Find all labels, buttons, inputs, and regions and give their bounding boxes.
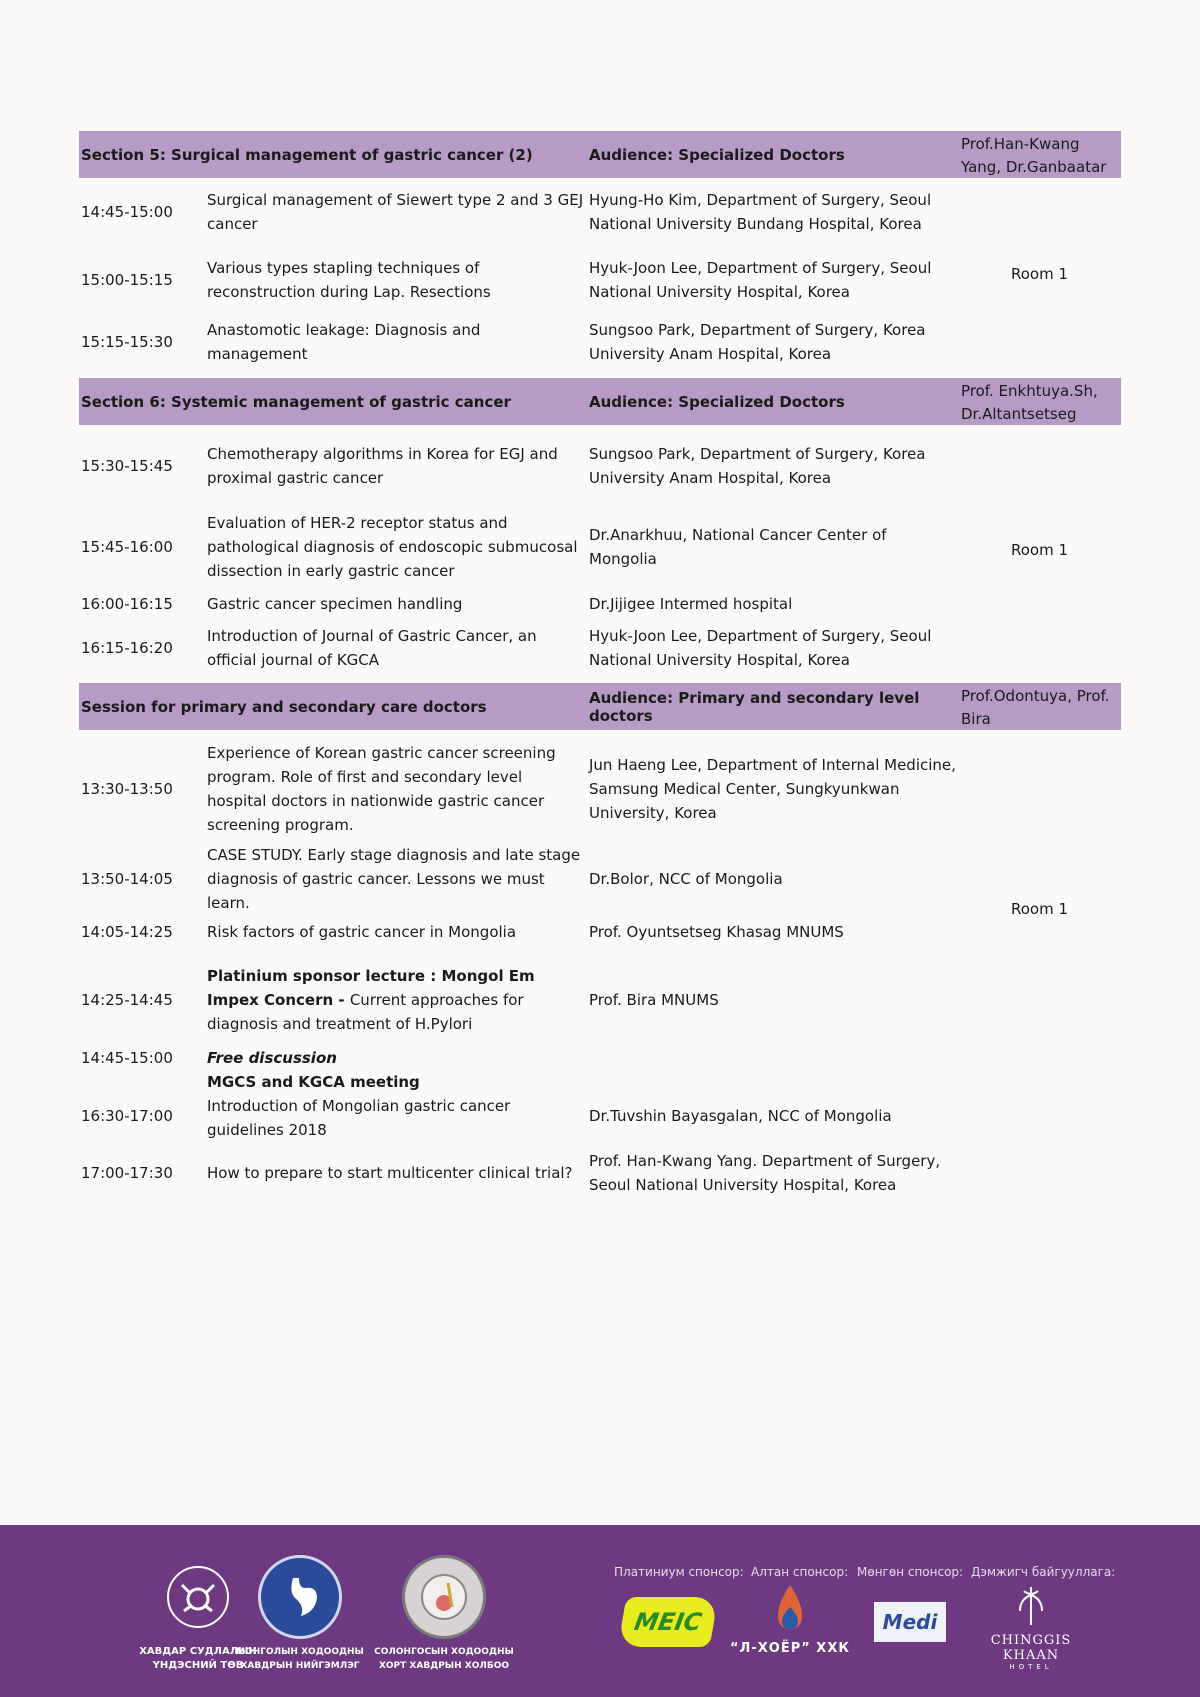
row-title: [207, 964, 584, 1036]
row-time: 15:15-15:30: [81, 333, 173, 351]
row-speaker: Sungsoo Park, Department of Surgery, Korea University Anam Hospital, Korea: [589, 445, 926, 487]
section-audience: Audience: Primary and secondary level doctors: [589, 688, 920, 725]
row-speaker: Prof. Bira MNUMS: [589, 991, 719, 1009]
row-title: Chemotherapy algorithms in Korea for EGJ and proximal gastric cancer: [207, 445, 558, 487]
logo-line1: ХАВДАР СУДЛАЛЫН: [139, 1646, 257, 1657]
row-time: 13:50-14:05: [81, 870, 173, 888]
table-row: [79, 1094, 1121, 1138]
row-time: 17:00-17:30: [81, 1164, 173, 1182]
table-row: [79, 848, 958, 910]
row-speaker: Prof. Han-Kwang Yang. Department of Surgery, Seoul National University Hospital, Korea: [589, 1152, 941, 1194]
gold-sponsor-label: Алтан спонсор:: [751, 1565, 849, 1579]
room-label: Room 1: [1010, 900, 1069, 918]
table-row: [79, 1046, 1121, 1070]
section-chairs: Prof.Odontuya, Prof. Bira: [961, 687, 1110, 728]
row-time: 16:30-17:00: [81, 1107, 173, 1125]
row-speaker: Hyuk-Joon Lee, Department of Surgery, Seoul National University Hospital, Korea: [589, 259, 932, 301]
row-speaker: Dr.Bolor, NCC of Mongolia: [589, 870, 783, 888]
section-header: [79, 378, 1121, 425]
table-row: [79, 621, 958, 675]
row-speaker: Dr.Tuvshin Bayasgalan, NCC of Mongolia: [589, 1107, 892, 1125]
table-row: [79, 954, 958, 1046]
meeting-title: MGCS and KGCA meeting: [207, 1073, 420, 1091]
meic-logo: MEIC: [618, 1597, 719, 1647]
section-chairs: Prof. Enkhtuya.Sh, Dr.Altantsetseg: [961, 382, 1098, 423]
free-discussion: Free discussion: [207, 1049, 337, 1067]
section-primary-secondary: [79, 683, 1121, 1046]
section-6: [79, 378, 1121, 675]
row-title: Evaluation of HER-2 receptor status and pathological diagnosis of endoscopic submucosal dissection in early gastric cancer: [207, 514, 578, 580]
row-time: 14:05-14:25: [81, 923, 173, 941]
sponsor-footer: [0, 1525, 1200, 1697]
row-title: Introduction of Journal of Gastric Cancer, an official journal of KGCA: [207, 627, 537, 669]
flame-icon: [770, 1583, 810, 1635]
logo-line2: ҮНДЭСНИЙ ТӨВ: [152, 1660, 244, 1671]
mgcs-logo: [230, 1555, 370, 1673]
section-audience: Audience: Specialized Doctors: [589, 392, 845, 411]
table-row: [79, 507, 958, 587]
row-speaker: Dr.Jijigee Intermed hospital: [589, 595, 793, 613]
row-title: Risk factors of gastric cancer in Mongolia: [207, 923, 517, 941]
row-title-text: Current approaches for diagnosis and treatment of H.Pylori: [207, 991, 524, 1033]
row-title: How to prepare to start multicenter clinical trial?: [207, 1164, 573, 1182]
section-title: Section 5: Surgical management of gastric cancer (2): [81, 145, 533, 164]
logo-line2: ХОРТ ХАВДРЫН ХОЛБОО: [378, 1661, 510, 1671]
support-org-name: CHINGGIS KHAAN: [990, 1633, 1072, 1663]
table-row: [79, 425, 958, 507]
row-title: Gastric cancer specimen handling: [207, 595, 463, 613]
kgca-logo: [374, 1555, 514, 1673]
l-hoer-logo: [730, 1583, 850, 1656]
logo-line1: МОНГОЛЫН ХОДООДНЫ: [236, 1647, 364, 1657]
row-title: Various types stapling techniques of reconstruction during Lap. Resections: [207, 259, 491, 301]
row-time: 15:30-15:45: [81, 457, 173, 475]
row-speaker: Hyung-Ho Kim, Department of Surgery, Seoul National University Bundang Hospital, Korea: [589, 191, 932, 233]
table-row: [79, 910, 958, 954]
row-title: Anastomotic leakage: Diagnosis and management: [207, 321, 481, 363]
silver-sponsor-label: Мөнгөн спонсор:: [857, 1565, 964, 1579]
row-speaker: Prof. Oyuntsetseg Khasag MNUMS: [589, 923, 844, 941]
row-title: Introduction of Mongolian gastric cancer guidelines 2018: [207, 1097, 511, 1139]
row-time: 15:00-15:15: [81, 271, 173, 289]
row-title: CASE STUDY. Early stage diagnosis and late stage diagnosis of gastric cancer. Lessons we must learn.: [207, 846, 581, 912]
logo-line1: СОЛОНГОСЫН ХОДООДНЫ: [374, 1647, 514, 1657]
row-time: 13:30-13:50: [81, 780, 173, 798]
platinum-sponsor-label: Платиниум спонсор:: [614, 1565, 744, 1579]
crab-icon: [156, 1555, 240, 1639]
support-org-sub: HOTEL: [1009, 1663, 1053, 1671]
row-time: 16:00-16:15: [81, 595, 173, 613]
table-row: [79, 730, 958, 848]
section-5: [79, 131, 1121, 370]
section-title: Session for primary and secondary care doctors: [81, 697, 487, 716]
extra-rows: [79, 1046, 1121, 1208]
room-label: Room 1: [1010, 541, 1069, 559]
hotel-emblem-icon: [1014, 1585, 1048, 1629]
support-org-label: Дэмжигч байгууллага:: [971, 1565, 1116, 1579]
room-label: Room 1: [1010, 265, 1069, 283]
row-title: Surgical management of Siewert type 2 and 3 GEJ cancer: [207, 191, 584, 233]
section-title: Section 6: Systemic management of gastric cancer: [81, 392, 511, 411]
table-row: [79, 587, 958, 621]
stomach-icon: [258, 1555, 342, 1639]
section-header: [79, 131, 1121, 178]
table-row: [79, 1138, 1121, 1208]
row-speaker: Dr.Anarkhuu, National Cancer Center of Mongolia: [589, 526, 887, 568]
table-row: [79, 1070, 1121, 1094]
section-chairs: Prof.Han-Kwang Yang, Dr.Ganbaatar: [961, 135, 1107, 176]
sponsor-lecture-label: Platinium sponsor lecture : Mongol Em Impex Concern -: [207, 967, 535, 1009]
section-header: [79, 683, 1121, 730]
section-audience: Audience: Specialized Doctors: [589, 145, 845, 164]
gold-sponsor-name: “Л-ХОЁР” ХХК: [730, 1641, 850, 1656]
row-title: Experience of Korean gastric cancer screening program. Role of first and secondary level hospital doctors in nationwide gastric cancer screening program.: [207, 744, 556, 834]
kgca-seal-icon: [402, 1555, 486, 1639]
row-time: 14:45-15:00: [81, 203, 173, 221]
row-speaker: Jun Haeng Lee, Department of Internal Medicine, Samsung Medical Center, Sungkyunkwan University, Korea: [589, 756, 956, 822]
row-time: 16:15-16:20: [81, 639, 173, 657]
chinggis-khaan-logo: [968, 1585, 1094, 1671]
row-speaker: Hyuk-Joon Lee, Department of Surgery, Seoul National University Hospital, Korea: [589, 627, 932, 669]
table-row: [79, 246, 958, 314]
table-row: [79, 314, 958, 370]
program-table: [79, 131, 1121, 1208]
row-time: 15:45-16:00: [81, 538, 173, 556]
row-speaker: Sungsoo Park, Department of Surgery, Korea University Anam Hospital, Korea: [589, 321, 926, 363]
logo-line2: ХАВДРЫН НИЙГЭМЛЭГ: [240, 1661, 360, 1671]
table-row: [79, 178, 958, 246]
medi-logo: Medi: [874, 1602, 946, 1642]
row-time: 14:25-14:45: [81, 991, 173, 1009]
row-time: 14:45-15:00: [81, 1049, 173, 1067]
